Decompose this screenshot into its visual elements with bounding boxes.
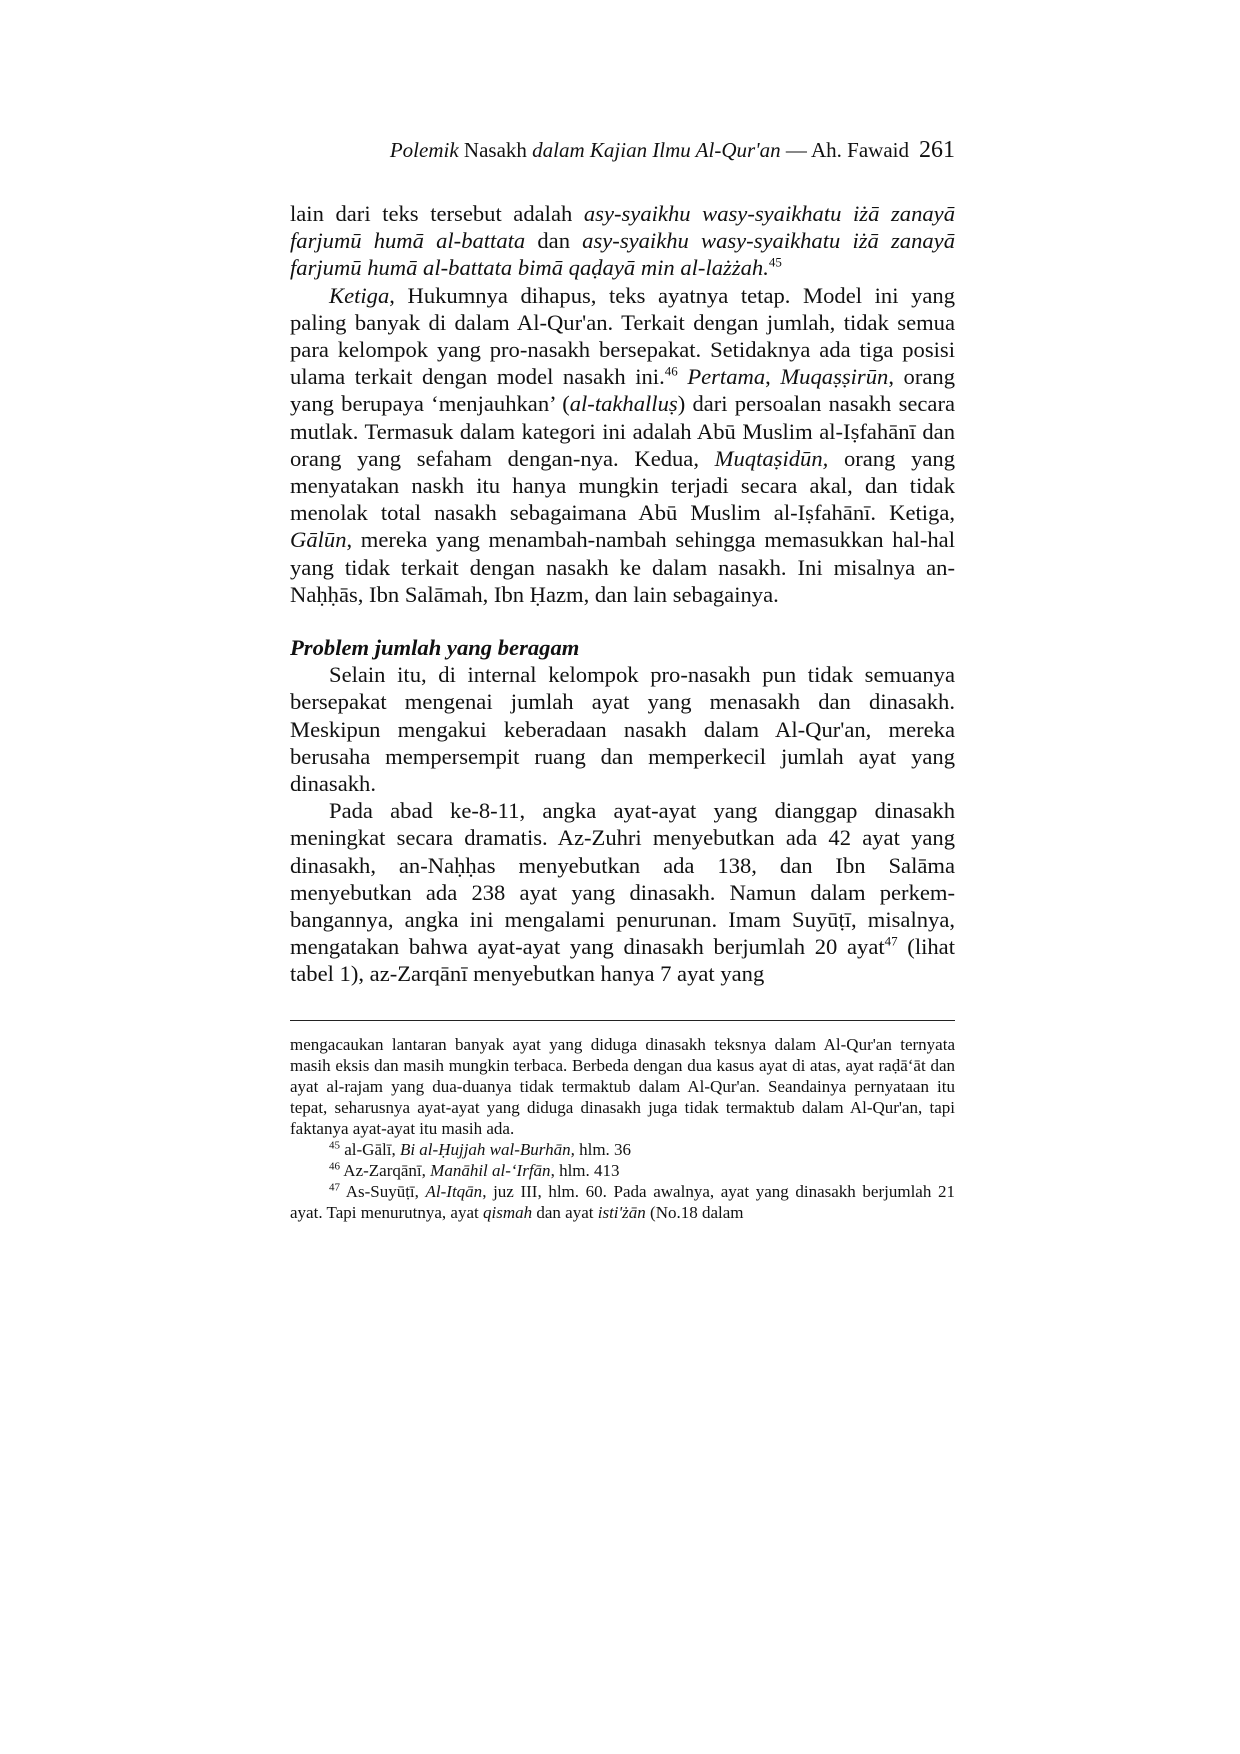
page-number: 261 [919,137,955,163]
footnote-number: 46 [329,1160,340,1173]
paragraph-1 [290,200,955,282]
text-run: , juz III, hlm. 60. Pada awalnya, ayat yang dinasakh berjumlah 21 ayat. Tapi menurutnya, ayat [290,1182,955,1222]
text-run: As-Suyūṭī, [340,1182,426,1201]
text-run: (No.18 dalam [645,1203,744,1222]
paragraph-4 [290,797,955,987]
term: Gālūn [290,527,347,553]
text-run: , mereka yang menambah-nambah sehingga memasukkan hal-hal yang tidak terkait dengan nasakh ke dalam nasakh. Ini misalnya an-Naḥḥās, Ibn Salāmah, Ibn Ḥazm, dan lain sebagainya. [290,527,955,607]
text-run: hlm. 36 [574,1140,632,1159]
term: Muqtaṣidūn, [714,445,829,471]
main-text [290,200,955,988]
footnote-47 [290,1181,955,1223]
footnote-46 [290,1160,955,1181]
book-title: Bi al-Ḥujjah wal-Burhān, [399,1140,575,1159]
footnote-ref-46: 46 [664,363,678,379]
footnote-separator [290,1020,955,1021]
term: qismah [483,1203,533,1222]
header-title: Nasakh [458,138,533,162]
header-title-italic-2: dalam Kajian Ilmu Al-Qur'an [532,138,781,162]
section-heading: Problem jumlah yang beragam [290,635,580,661]
term: Ketiga [329,282,390,308]
arabic-transliteration: asy-syaikhu wasy-syaikhatu iżā zanayā farjumū humā al-battata [290,201,956,254]
paragraph-2 [290,282,955,608]
footnote-number: 47 [329,1181,340,1194]
footnote-45 [290,1139,955,1160]
footnote-number: 45 [329,1139,340,1152]
term: Muqaṣṣirūn [780,364,889,390]
text-run: orang yang menyatakan naskh itu hanya mungkin terjadi secara akal, dan tidak menolak total nasakh sebagaimana Abū Muslim al-Iṣfahānī. Ketiga, [290,445,955,526]
term: al-takhalluṣ [569,391,678,417]
text-run: (lihat tabel 1), az-Zarqānī menyebutkan hanya 7 ayat yang [290,934,955,987]
text-run: , hlm. 413 [550,1161,620,1180]
running-header [290,136,955,164]
text-run: , [765,364,781,390]
text-run: , orang yang berupaya ‘menjauhkan’ ( [290,364,955,417]
footnotes [290,1034,955,1223]
book-title: Manāhil al-‘Irfān [430,1161,551,1180]
header-author: — Ah. Fawaid [780,138,909,162]
text-run: dan [525,228,583,254]
footnote-continuation: mengacaukan lantaran banyak ayat yang diduga dinasakh teksnya dalam Al-Qur'an ternyata masih eksis dan masih mungkin terbaca. Berbeda dengan dua kasus ayat di atas, ayat raḍā‘āt dan ayat al-rajam yang dua-duanya tidak termaktub dalam Al-Qur'an. Seandainya pernyataan itu tepat, seharusnya ayat-ayat yang diduga dinasakh juga tidak termaktub dalam Al-Qur'an, tapi faktanya ayat-ayat itu masih ada. [290,1035,955,1138]
term: Pertama [687,364,766,390]
arabic-transliteration: asy-syaikhu wasy-syaikhatu iżā zanayā farjumū humā al-battata bimā qaḍayā min al-lażżah. [290,228,955,281]
text-run: Az-Zarqānī, [340,1161,431,1180]
header-title-italic: Polemik [389,138,459,162]
term: isti'żān [597,1203,646,1222]
text-run: ) dari persoalan nasakh secara mutlak. Termasuk dalam kategori ini adalah Abū Muslim al-Iṣfahānī dan orang yang sefaham dengan-nya. Kedua, [290,391,955,471]
text-run: al-Gālī, [340,1140,400,1159]
book-title: Al-Itqān [425,1182,483,1201]
footnote-ref-45: 45 [768,254,782,270]
text-run [678,364,688,389]
footnote-ref-47: 47 [884,933,898,949]
text-run: lain dari teks tersebut adalah [290,201,584,226]
text-run: dan ayat [532,1203,598,1222]
paragraph-3: Selain itu, di internal kelompok pro-nasakh pun tidak semuanya bersepakat mengenai jumlah ayat yang menasakh dan dinasakh. Meskipun mengakui keberadaan nasakh dalam Al-Qur'an, mereka berusaha mempersempit ruang dan memperkecil jumlah ayat yang dinasakh. [290,662,955,797]
text-run: Pada abad ke-8-11, angka ayat-ayat yang dianggap dinasakh meningkat secara dramatis. Az-Zuhri menyebutkan ada 42 ayat yang dinasakh, an-Naḥḥas menyebutkan ada 138, dan Ibn Salāma menyebutkan ada 238 ayat yang dinasakh. Namun dalam perkem-bangannya, angka ini mengalami penurunan. Imam Suyūṭī, misalnya, mengatakan bahwa ayat-ayat yang dinasakh berjumlah 20 ayat [290,798,955,960]
text-run: , Hukumnya dihapus, teks ayatnya tetap. Model ini yang paling banyak di dalam Al-Qur'an. Terkait dengan jumlah, tidak semua para kelompok yang pro-nasakh bersepakat. Setidaknya ada tiga posisi ulama terkait dengan model nasakh ini. [290,282,955,390]
